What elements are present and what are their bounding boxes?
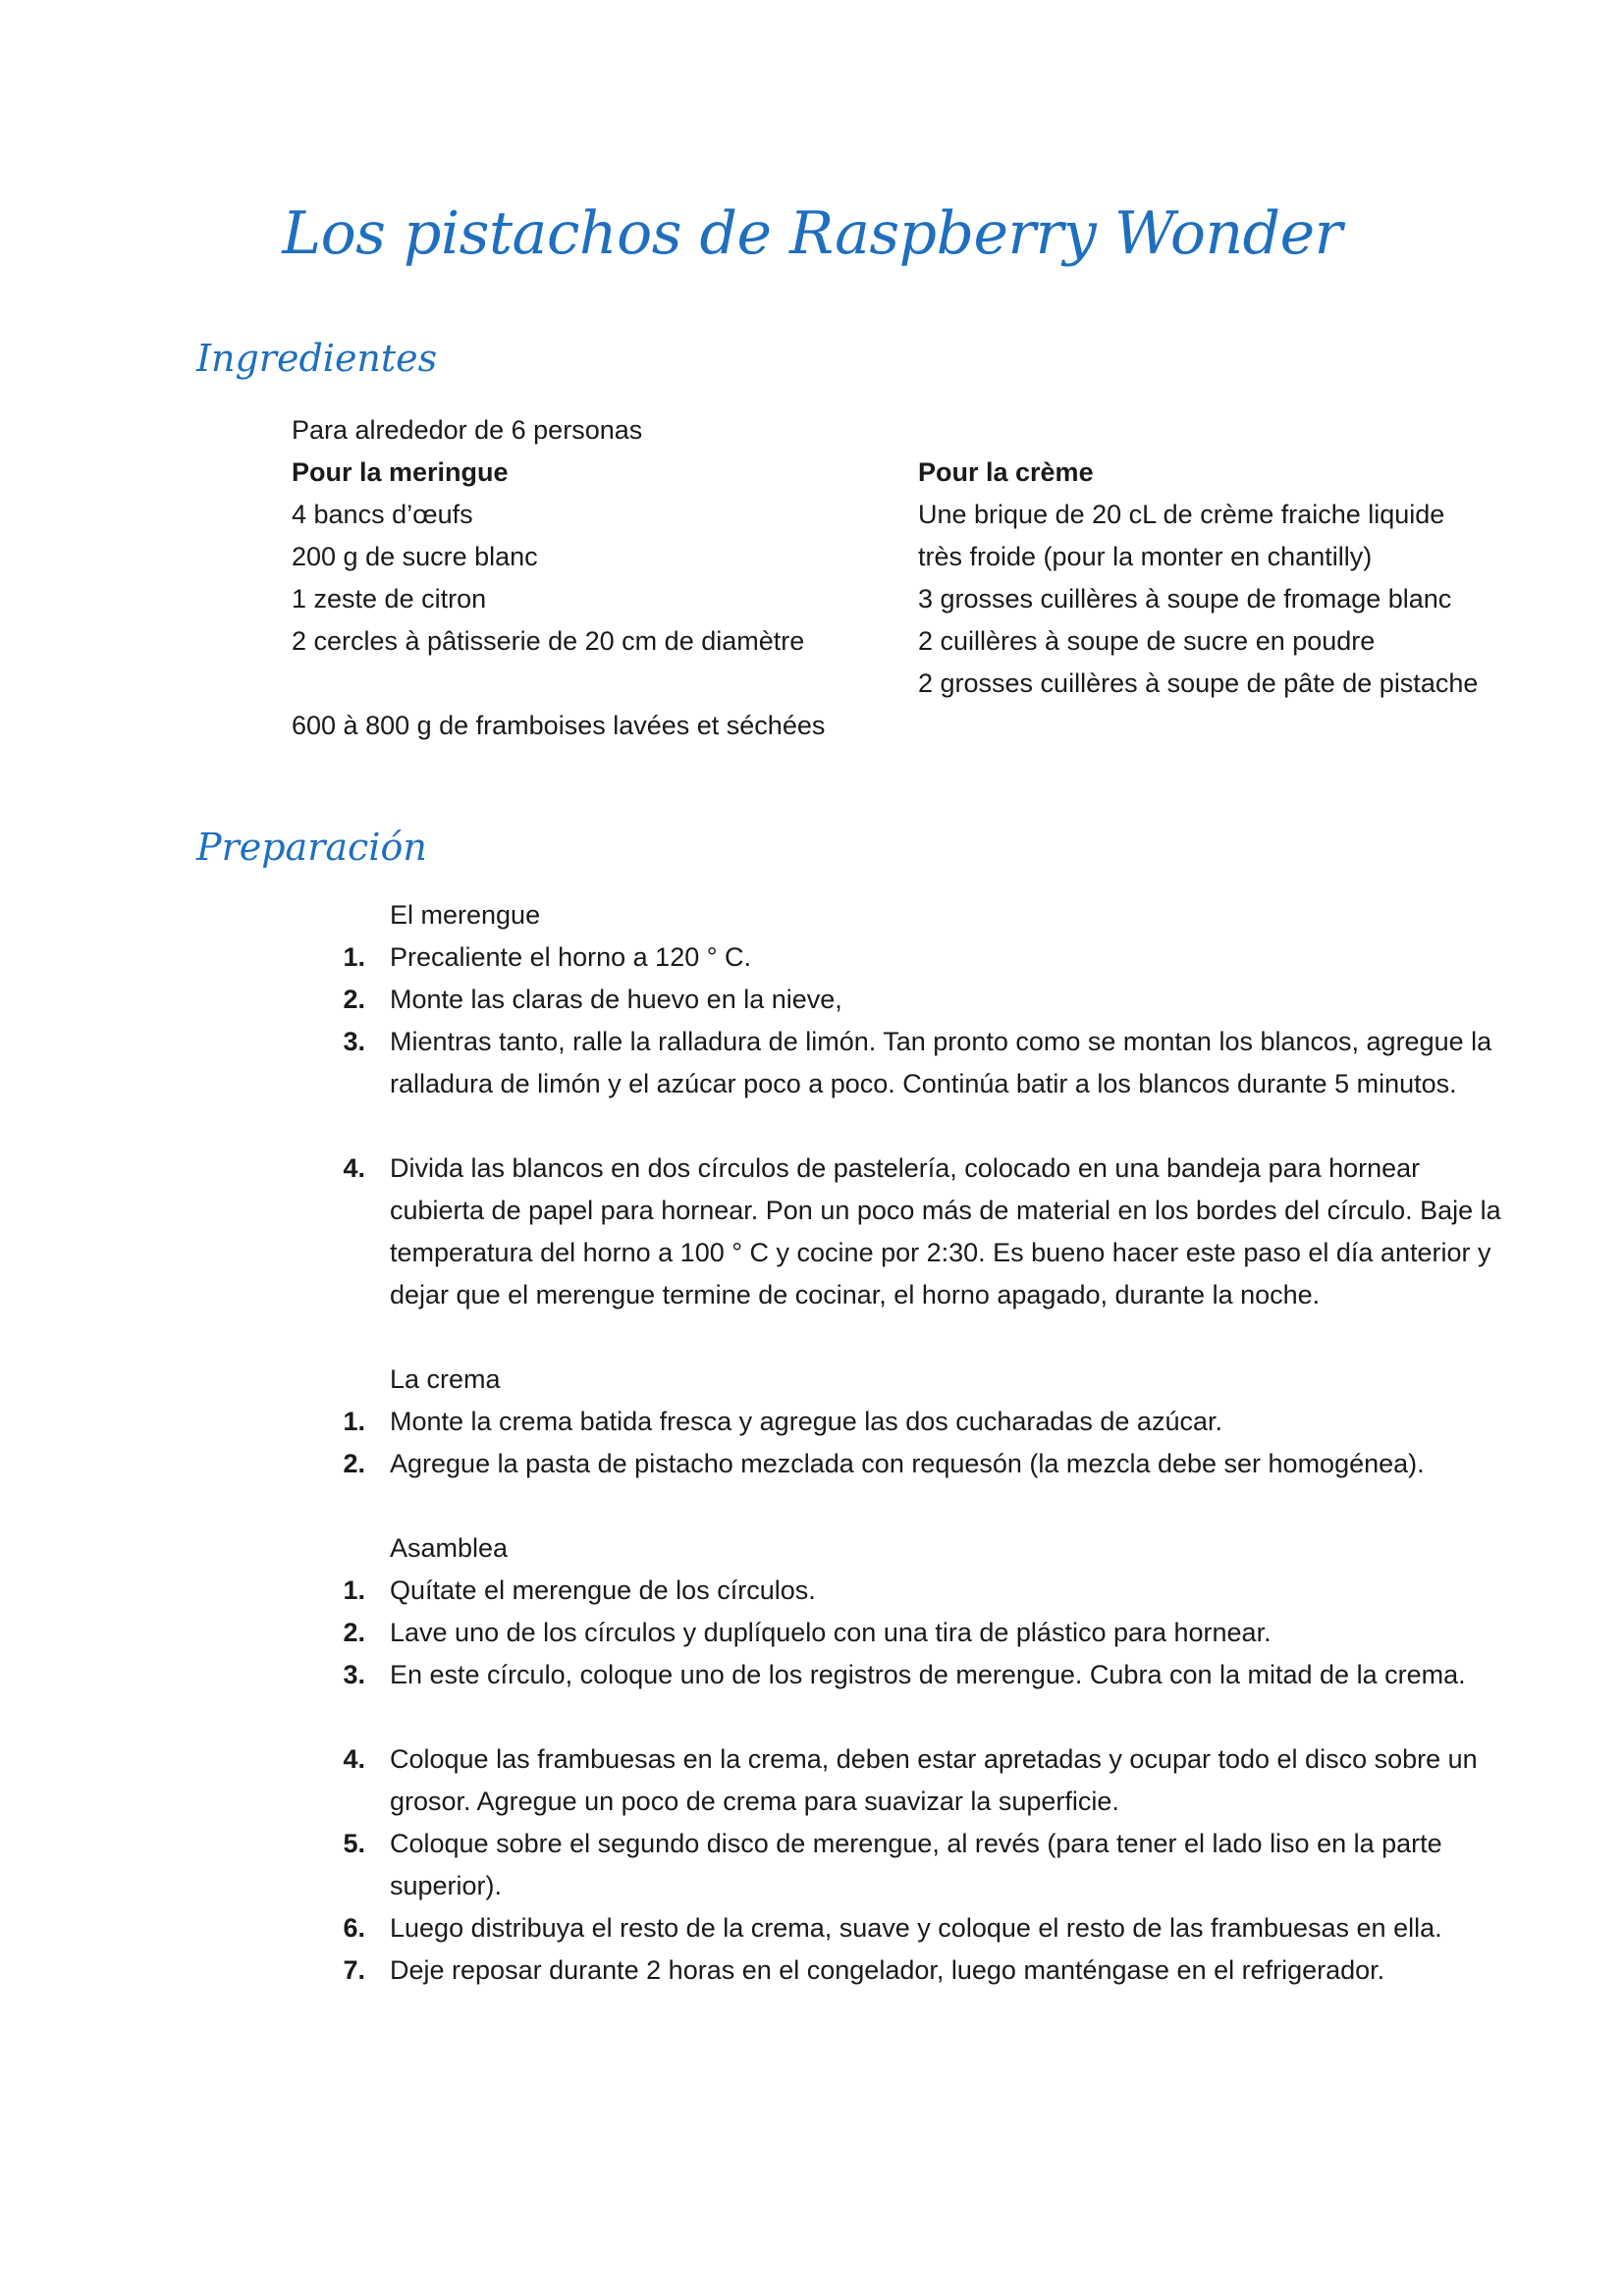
preparation-heading: Preparación (196, 826, 427, 869)
meringue-heading: Pour la meringue (292, 457, 509, 487)
step-text: Precaliente el horno a 120 ° C. (390, 942, 752, 972)
step-text: En este círculo, coloque uno de los registros de merengue. Cubra con la mitad de la crema. (390, 1660, 1466, 1689)
servings-text: Para alrededor de 6 personas (292, 415, 643, 445)
step-text: Coloque sobre el segundo disco de merengue, al revés (para tener el lado liso en la parte superior). (390, 1829, 1442, 1900)
step-number: 3. (343, 1660, 365, 1689)
ingredients-heading: Ingredientes (196, 337, 438, 380)
creme-item: 2 cuillères à soupe de sucre en poudre (918, 626, 1376, 656)
step-number: 2. (343, 985, 365, 1014)
page-title: Los pistachos de Raspberry Wonder (282, 199, 1342, 268)
step-text: Quítate el merengue de los círculos. (390, 1575, 816, 1605)
meringue-item: 1 zeste de citron (292, 584, 487, 614)
step-number: 5. (343, 1829, 365, 1858)
section-title-asamblea: Asamblea (390, 1533, 509, 1563)
step-number: 1. (343, 1575, 365, 1605)
creme-heading: Pour la crème (918, 457, 1094, 487)
step-text: Deje reposar durante 2 horas en el congelador, luego manténgase en el refrigerador. (390, 1955, 1385, 1985)
creme-item: 2 grosses cuillères à soupe de pâte de pistache (918, 668, 1479, 698)
meringue-item: 2 cercles à pâtisserie de 20 cm de diamètre (292, 626, 805, 656)
step-text: Monte las claras de huevo en la nieve, (390, 985, 842, 1014)
creme-item: Une brique de 20 cL de crème fraiche liquide (918, 500, 1445, 529)
step-number: 2. (343, 1449, 365, 1478)
step-text: Lave uno de los círculos y duplíquelo con una tira de plástico para hornear. (390, 1618, 1272, 1647)
creme-item: très froide (pour la monter en chantilly) (918, 542, 1373, 571)
step-number: 6. (343, 1913, 365, 1943)
step-number: 4. (343, 1744, 365, 1774)
step-number: 1. (343, 1407, 365, 1436)
step-text: Luego distribuya el resto de la crema, suave y coloque el resto de las frambuesas en ella. (390, 1913, 1442, 1943)
step-text: Coloque las frambuesas en la crema, deben estar apretadas y ocupar todo el disco sobre un grosor. Agregue un poco de crema para suavizar la superficie. (390, 1744, 1478, 1816)
meringue-item: 4 bancs d’œufs (292, 500, 473, 529)
step-number: 1. (343, 942, 365, 972)
step-text: Divida las blancos en dos círculos de pastelería, colocado en una bandeja para hornear cubierta de papel para hornear. Pon un poco más de material en los bordes del círculo. Baje la temperatura del horno a 100 ° C y cocine por 2:30. Es bueno hacer este paso el día anterior y dejar que el merengue termine de cocinar, el horno apagado, durante la noche. (390, 1153, 1501, 1309)
creme-item: 3 grosses cuillères à soupe de fromage blanc (918, 584, 1452, 614)
raspberries-item: 600 à 800 g de framboises lavées et séchées (292, 711, 826, 740)
step-number: 7. (343, 1955, 365, 1985)
meringue-item: 200 g de sucre blanc (292, 542, 538, 571)
section-title-crema: La crema (390, 1364, 501, 1394)
section-title-merengue: El merengue (390, 900, 541, 930)
step-text: Mientras tanto, ralle la ralladura de limón. Tan pronto como se montan los blancos, agregue la ralladura de limón y el azúcar poco a poco. Continúa batir a los blancos durante 5 minutos. (390, 1027, 1492, 1098)
step-text: Monte la crema batida fresca y agregue las dos cucharadas de azúcar. (390, 1407, 1222, 1436)
step-text: Agregue la pasta de pistacho mezclada con requesón (la mezcla debe ser homogénea). (390, 1449, 1425, 1478)
step-number: 4. (343, 1153, 365, 1183)
step-number: 2. (343, 1618, 365, 1647)
step-number: 3. (343, 1027, 365, 1056)
